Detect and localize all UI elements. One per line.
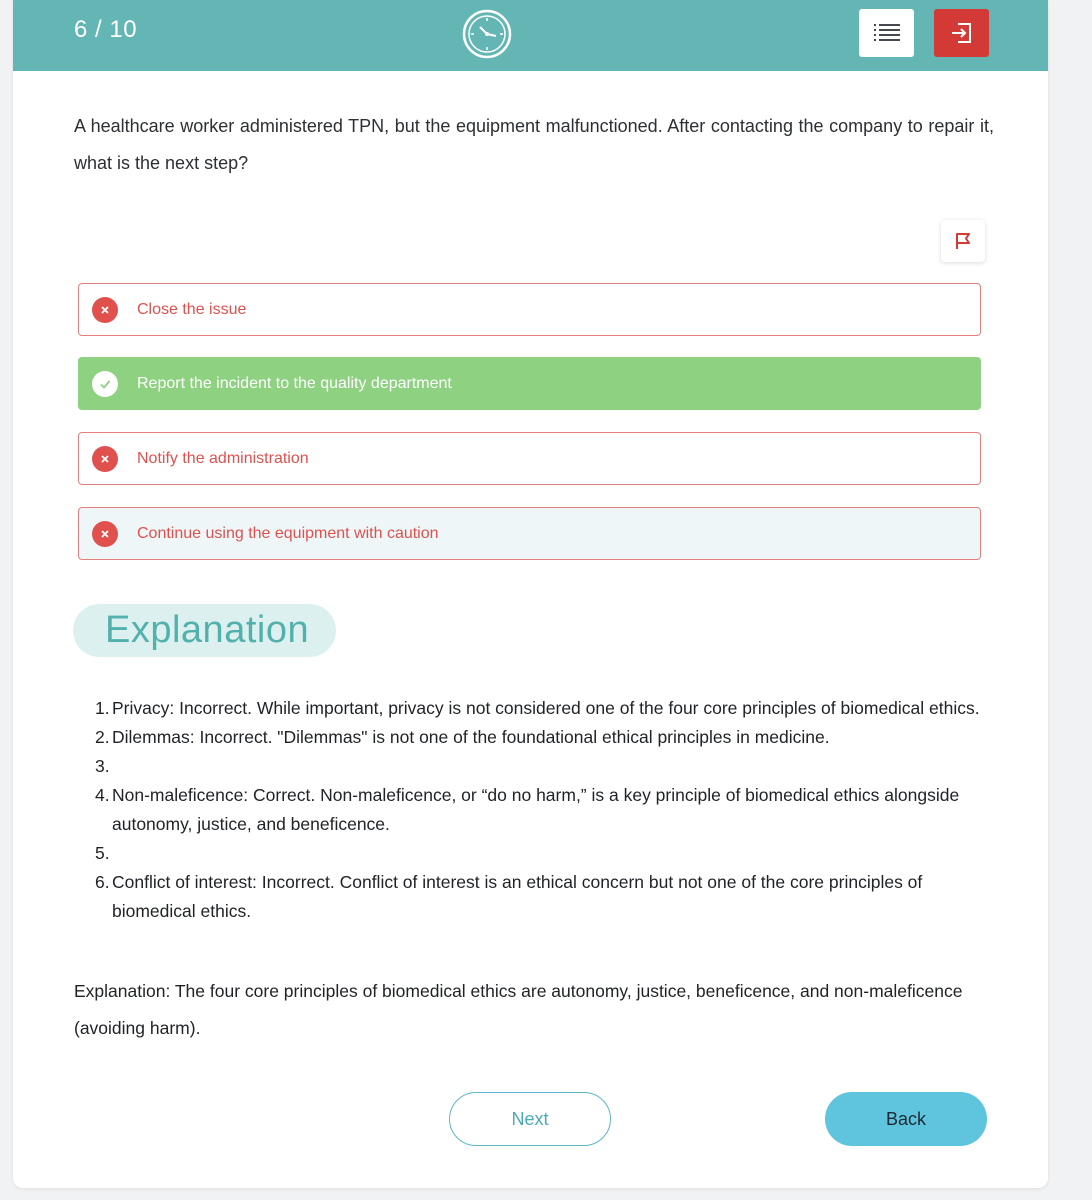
back-button[interactable]: Back [825,1092,987,1146]
question-counter: 6 / 10 [74,16,138,43]
quiz-card [13,0,1048,1188]
clock-icon [461,8,513,60]
list-item: 6. Conflict of interest: Incorrect. Conflict of interest is an ethical concern but not one of the core principles of biomedical ethics. [95,872,923,921]
flag-question-button[interactable] [941,220,985,262]
close-icon [92,446,118,472]
answer-option-label: Close the issue [137,301,247,318]
answer-option[interactable] [78,283,981,336]
question-list-button[interactable] [859,9,914,57]
answer-option-label: Report the incident to the quality department [137,375,452,392]
list-item: 5. [95,843,110,863]
list-item: 1. Privacy: Incorrect. While important, privacy is not considered one of the four core principles of biomedical ethics. [95,698,980,718]
question-text: A healthcare worker administered TPN, but the equipment malfunctioned. After contacting the company to repair it, what is the next step? [74,116,994,173]
flag-icon [953,231,973,251]
exit-button[interactable] [934,9,989,57]
header-bar [13,0,1048,71]
explanation-heading: Explanation [105,609,310,651]
close-icon [92,297,118,323]
list-item: 4. Non-maleficence: Correct. Non-maleficence, or “do no harm,” is a key principle of biomedical ethics alongside autonomy, justice, and beneficence. [95,785,960,834]
check-icon [92,371,118,397]
list-item: 2. Dilemmas: Incorrect. "Dilemmas" is not one of the foundational ethical principles in medicine. [95,727,830,747]
list-item: 3. [95,756,110,776]
exit-icon [949,20,975,46]
answer-option-correct[interactable] [78,357,981,410]
answer-option[interactable] [78,432,981,485]
answer-option-label: Continue using the equipment with caution [137,525,439,542]
close-icon [92,521,118,547]
answer-option-label: Notify the administration [137,450,309,467]
explanation-summary: Explanation: The four core principles of biomedical ethics are autonomy, justice, beneficence, and non-maleficence (avoiding harm). [74,981,963,1038]
explanation-list [95,694,1000,926]
list-icon [872,22,902,44]
answer-option[interactable] [78,507,981,560]
next-button[interactable]: Next [449,1092,611,1146]
